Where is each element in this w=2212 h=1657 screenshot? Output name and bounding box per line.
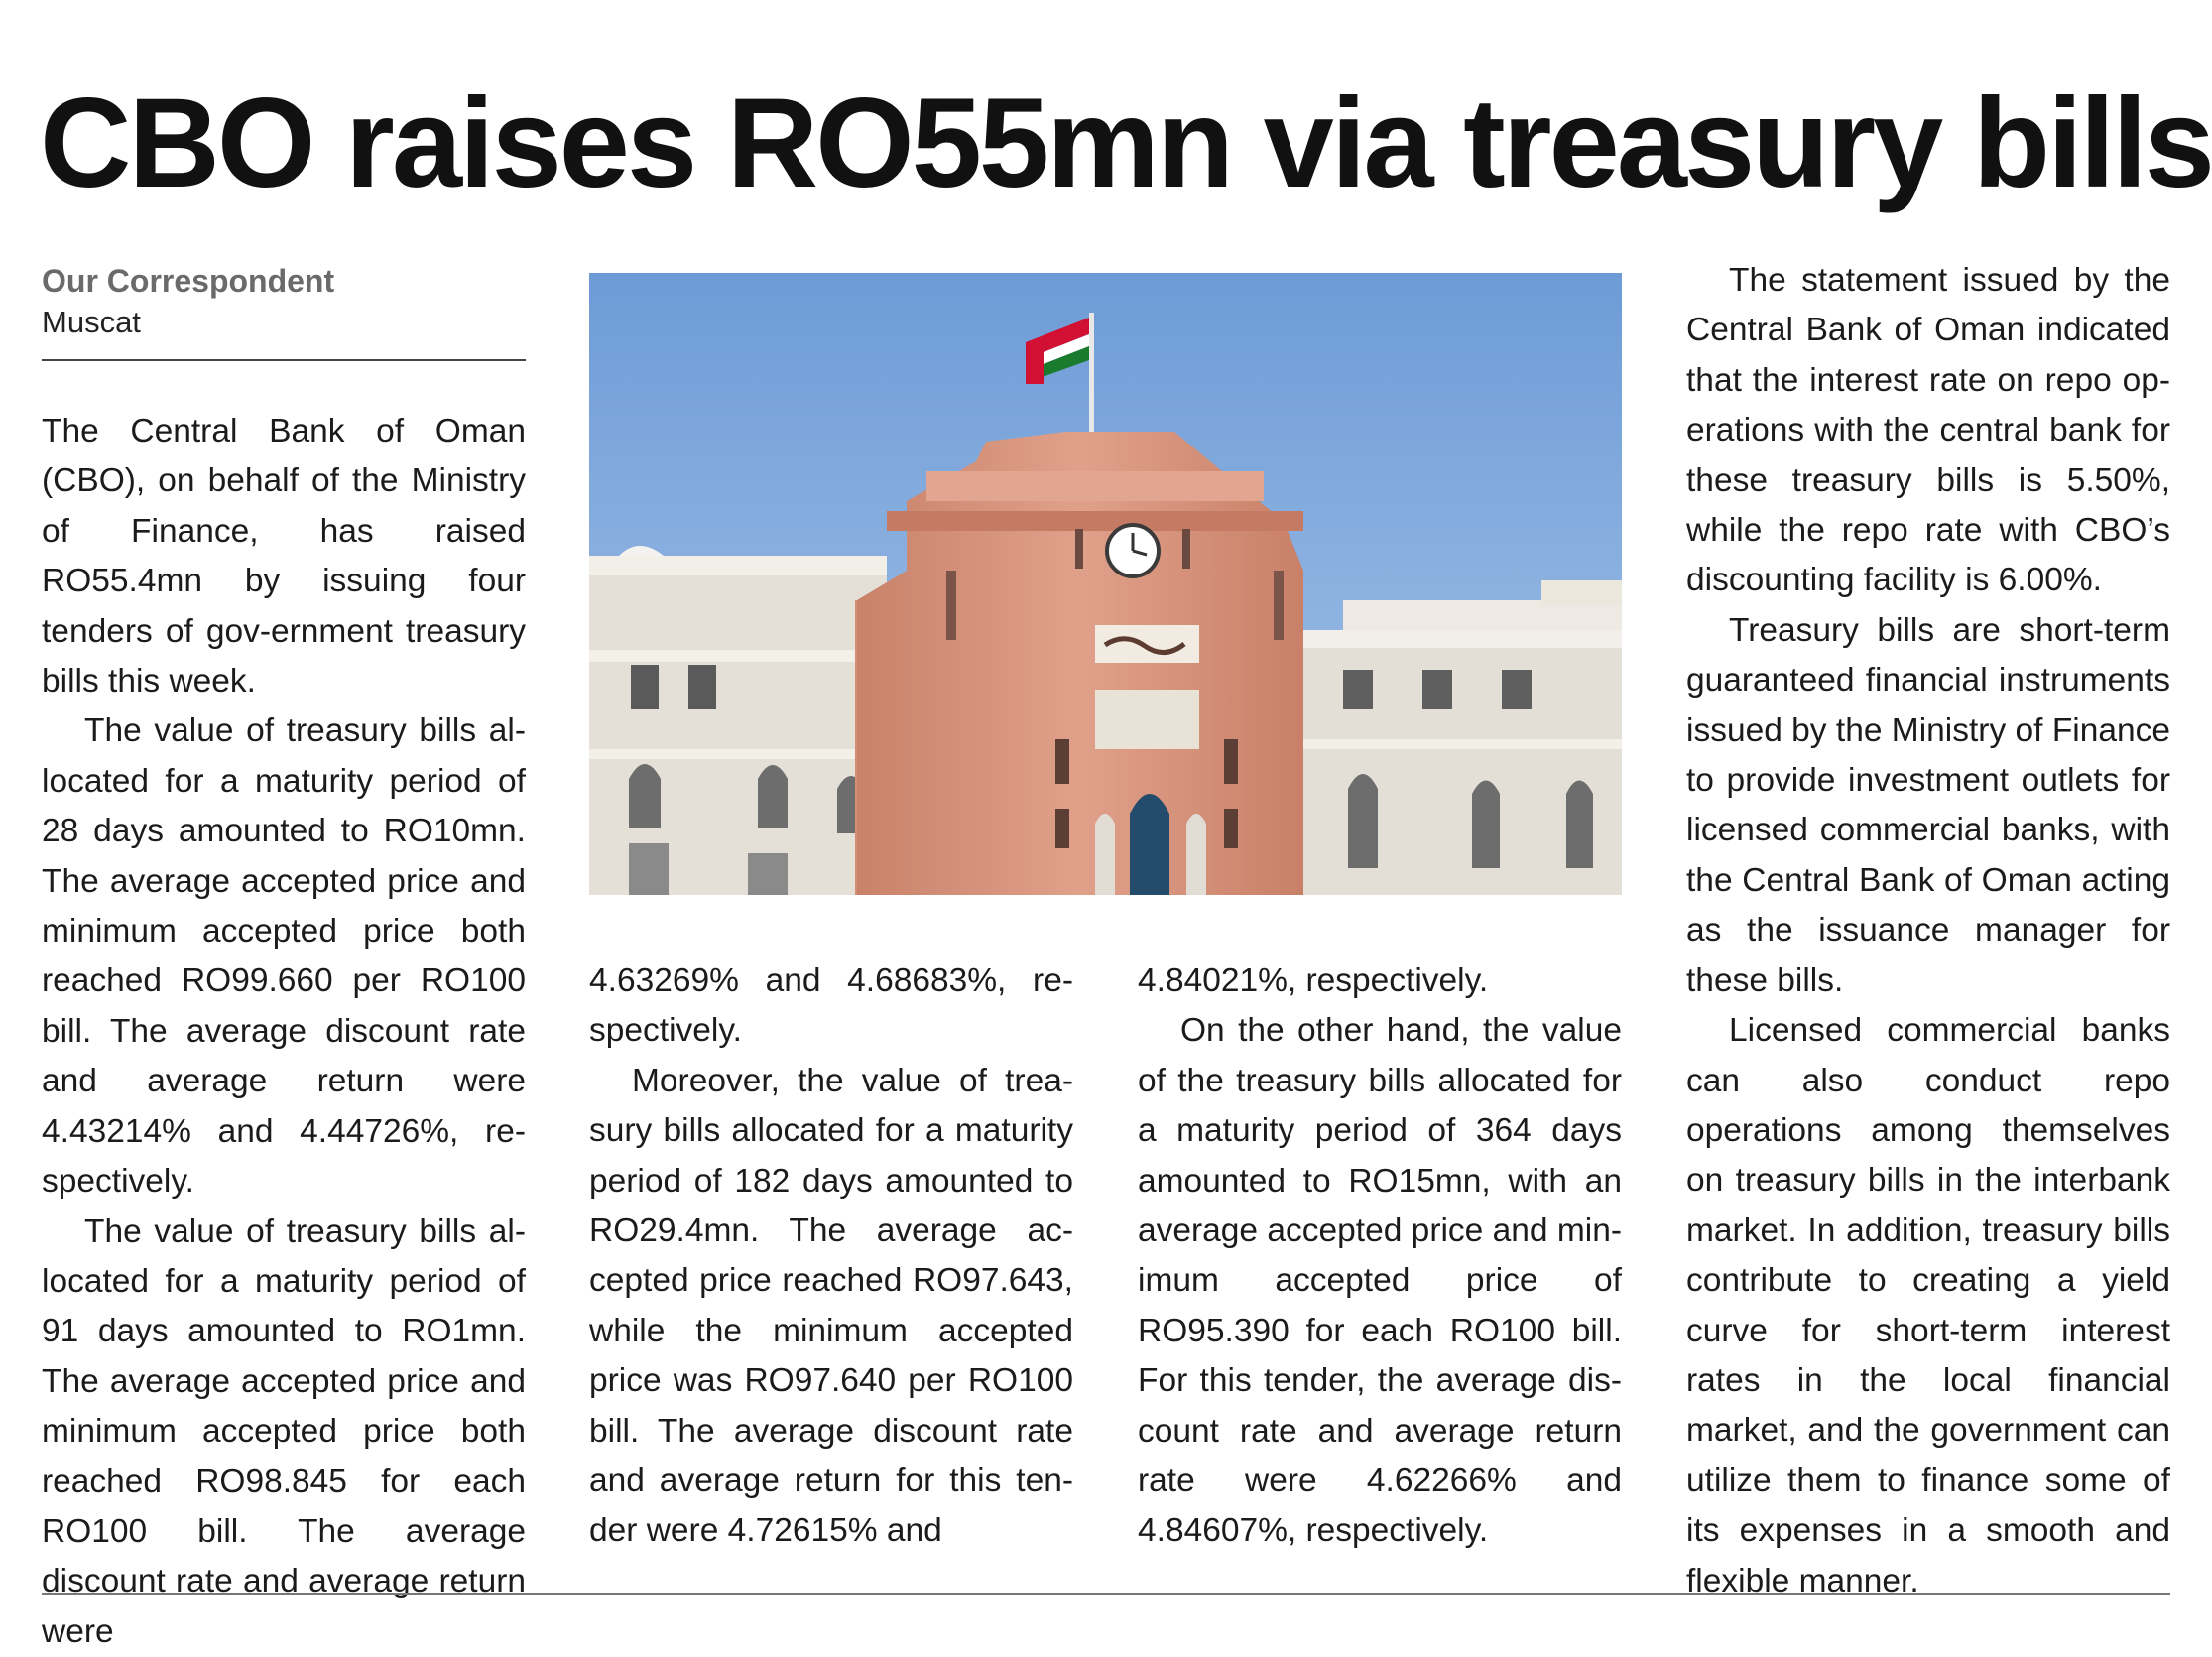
right-wing bbox=[1303, 580, 1622, 895]
headline: CBO raises RO55mn via treasury bills bbox=[40, 69, 2182, 218]
byline-divider bbox=[42, 359, 526, 361]
paragraph: 4.63269% and 4.68683%, re-spectively. bbox=[589, 956, 1073, 1057]
paragraph: The value of treasury bills al-located for a maturity period of 91 days amounted to RO1mn. The average accepted price and minimum accepted price both reached RO98.845 for each RO100 bill. The average discount rate and average return were bbox=[42, 1208, 526, 1657]
paragraph: On the other hand, the value of the treasury bills allocated for a maturity period of 364 days amounted to RO15mn, with an average accepted price and min-imum accepted price of RO95.390 for each RO100 bill. For this tender, the average dis-count rate and average return rate were 4.62266% and 4.84607%, respectively. bbox=[1138, 1006, 1622, 1556]
entrance-door bbox=[1130, 794, 1169, 895]
paragraph: Treasury bills are short-term guaranteed financial instruments issued by the Ministry of Finance to provide investment outlets for licensed commercial banks, with the Central Bank of Oman acting as the issuance manager for these bills. bbox=[1686, 606, 2170, 1006]
building-illustration bbox=[589, 273, 1622, 895]
paragraph: Licensed commercial banks can also conduct repo operations among themselves on treasury bills in the interbank market. In addition, treasury bills contribute to creating a yield curve for short-term interest rates in the local financial market, and the government can utilize them to finance some of its expenses in a smooth and flexible manner. bbox=[1686, 1006, 2170, 1606]
article-column-3 bbox=[1138, 956, 1622, 1557]
central-tower bbox=[855, 432, 1303, 895]
article-column-4 bbox=[1686, 256, 2170, 1606]
paragraph: The Central Bank of Oman (CBO), on behalf of the Ministry of Finance, has raised RO55.4mn by issuing four tenders of gov-ernment treasury bills this week. bbox=[42, 407, 526, 706]
bottom-divider bbox=[42, 1593, 2170, 1595]
article-column-1 bbox=[42, 407, 526, 1657]
byline-author: Our Correspondent bbox=[42, 260, 526, 302]
paragraph: 4.84021%, respectively. bbox=[1138, 956, 1622, 1006]
central-bank-building-photo bbox=[589, 273, 1622, 895]
byline-location: Muscat bbox=[42, 302, 526, 343]
paragraph: The value of treasury bills al-located for a maturity period of 28 days amounted to RO10mn. The average accepted price and minimum accepted price both reached RO99.660 per RO100 bill. The average discount rate and average return were 4.43214% and 4.44726%, re-spectively. bbox=[42, 706, 526, 1207]
article-column-2 bbox=[589, 956, 1073, 1557]
byline bbox=[42, 260, 526, 361]
left-wing bbox=[589, 546, 887, 895]
paragraph: The statement issued by the Central Bank of Oman indicated that the interest rate on repo op-erations with the central bank for these treasury bills is 5.50%, while the repo rate with CBO’s discounting facility is 6.00%. bbox=[1686, 256, 2170, 606]
paragraph: Moreover, the value of trea-sury bills allocated for a maturity period of 182 days amounted to RO29.4mn. The average ac-cepted price reached RO97.643, while the minimum accepted price was RO97.640 per RO100 bill. The average discount rate and average return for this ten-der were 4.72615% and bbox=[589, 1057, 1073, 1557]
